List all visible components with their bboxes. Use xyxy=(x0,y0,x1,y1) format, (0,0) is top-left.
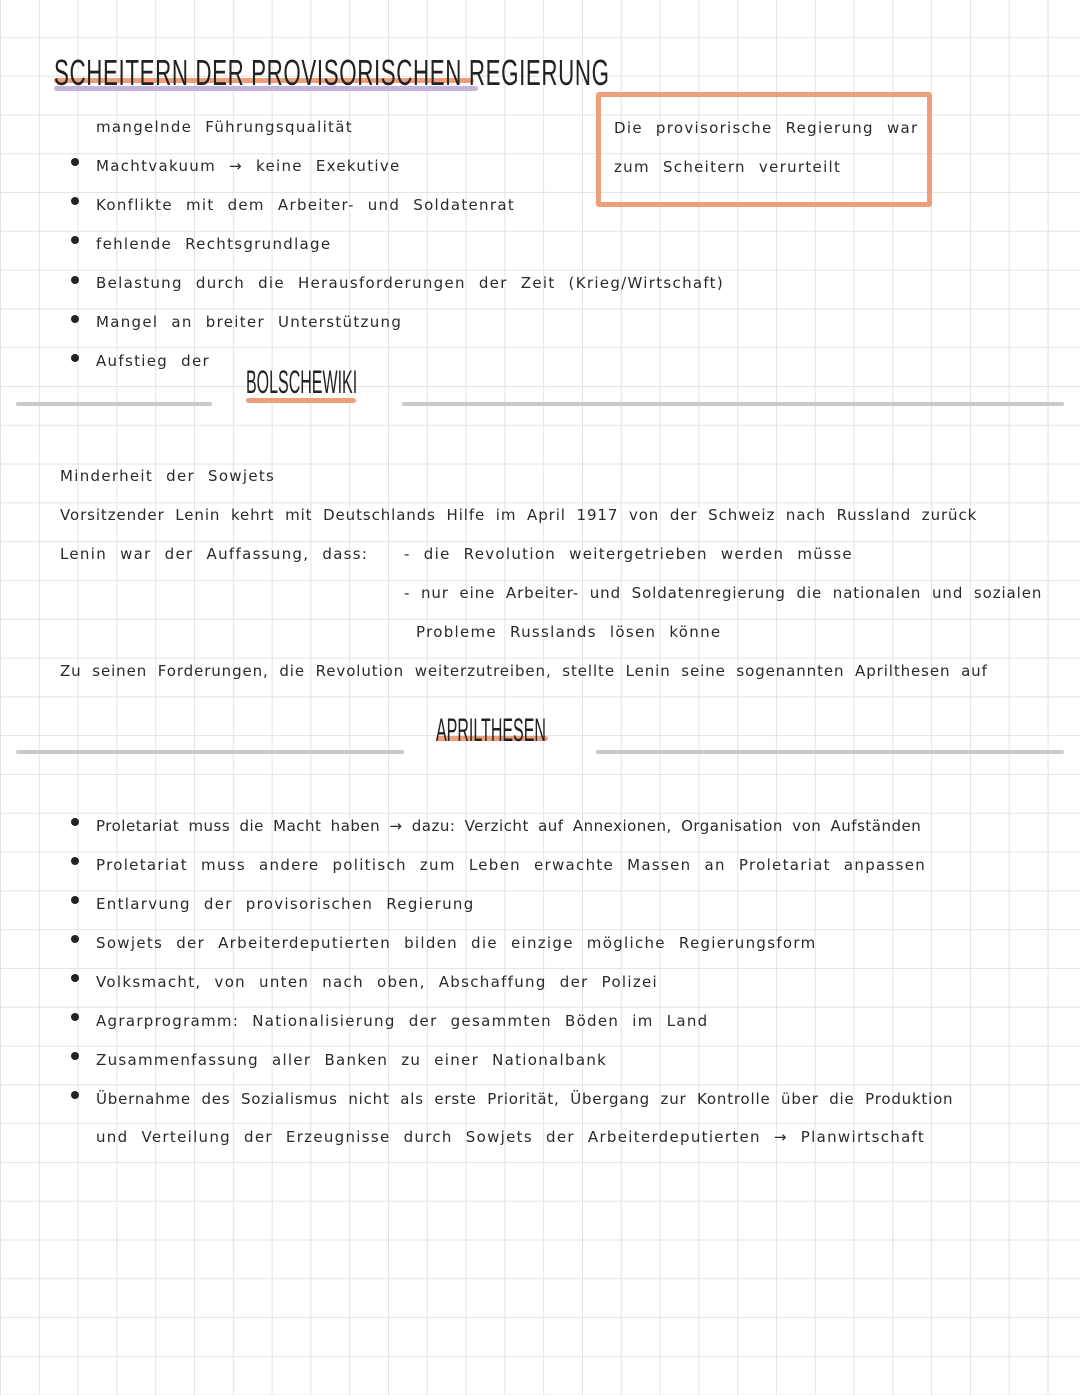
divider-right xyxy=(596,750,1064,754)
text-line: Probleme Russlands lösen könne xyxy=(416,623,722,641)
bullet xyxy=(71,974,79,982)
conclusion-box xyxy=(596,92,932,207)
section-title-scheitern: SCHEITERN DER PROVISORISCHEN REGIERUNG xyxy=(54,52,610,93)
section-title-bolschewiki: BOLSCHEWIKI xyxy=(246,364,358,400)
bullet xyxy=(71,818,79,826)
bullet xyxy=(71,276,79,284)
bullet xyxy=(71,1052,79,1060)
bullet xyxy=(71,896,79,904)
list-item: Aufstieg der xyxy=(96,352,210,370)
bullet xyxy=(71,935,79,943)
bullet xyxy=(71,197,79,205)
bullet xyxy=(71,1091,79,1099)
list-item: Entlarvung der provisorischen Regierung xyxy=(96,895,475,913)
text-line: Vorsitzender Lenin kehrt mit Deutschlands Hilfe im April 1917 von der Schweiz nach Russland zurück xyxy=(60,506,978,524)
text-line: Minderheit der Sowjets xyxy=(60,467,276,485)
list-item: Proletariat muss andere politisch zum Leben erwachte Massen an Proletariat anpassen xyxy=(96,856,927,874)
list-item: Mangel an breiter Unterstützung xyxy=(96,313,403,331)
bullet xyxy=(71,315,79,323)
divider-left xyxy=(16,402,212,406)
bullet xyxy=(71,158,79,166)
list-item: Zusammenfassung aller Banken zu einer Nationalbank xyxy=(96,1051,608,1069)
list-item: Machtvakuum → keine Exekutive xyxy=(96,157,401,175)
text-line: Zu seinen Forderungen, die Revolution weiterzutreiben, stellte Lenin seine sogenannten Aprilthesen auf xyxy=(60,662,988,680)
bullet xyxy=(71,236,79,244)
text-line: - nur eine Arbeiter- und Soldatenregierung die nationalen und sozialen xyxy=(404,584,1043,602)
bullet xyxy=(71,354,79,362)
list-item: Volksmacht, von unten nach oben, Abschaffung der Polizei xyxy=(96,973,659,991)
bullet xyxy=(71,1013,79,1021)
text-line: - die Revolution weitergetrieben werden müsse xyxy=(404,545,853,563)
list-item: fehlende Rechtsgrundlage xyxy=(96,235,332,253)
list-item-continuation: und Verteilung der Erzeugnisse durch Sowjets der Arbeiterdeputierten → Planwirtschaft xyxy=(96,1128,926,1146)
first-line: mangelnde Führungsqualität xyxy=(96,118,353,136)
list-item: Agrarprogramm: Nationalisierung der gesammten Böden im Land xyxy=(96,1012,709,1030)
list-item: Übernahme des Sozialismus nicht als erste Priorität, Übergang zur Kontrolle über die Produktion xyxy=(96,1090,954,1108)
divider-left xyxy=(16,750,404,754)
bullet xyxy=(71,857,79,865)
list-item: Konflikte mit dem Arbeiter- und Soldatenrat xyxy=(96,196,515,214)
conclusion-line-1: Die provisorische Regierung war xyxy=(614,119,919,137)
list-item: Belastung durch die Herausforderungen der Zeit (Krieg/Wirtschaft) xyxy=(96,274,725,292)
list-item: Sowjets der Arbeiterdeputierten bilden die einzige mögliche Regierungsform xyxy=(96,934,817,952)
section-title-aprilthesen: APRILTHESEN xyxy=(436,712,546,748)
conclusion-line-2: zum Scheitern verurteilt xyxy=(614,158,842,176)
divider-right xyxy=(402,402,1064,406)
text-line: Lenin war der Auffassung, dass: xyxy=(60,545,369,563)
list-item: Proletariat muss die Macht haben → dazu: Verzicht auf Annexionen, Organisation von Aufständen xyxy=(96,817,922,835)
